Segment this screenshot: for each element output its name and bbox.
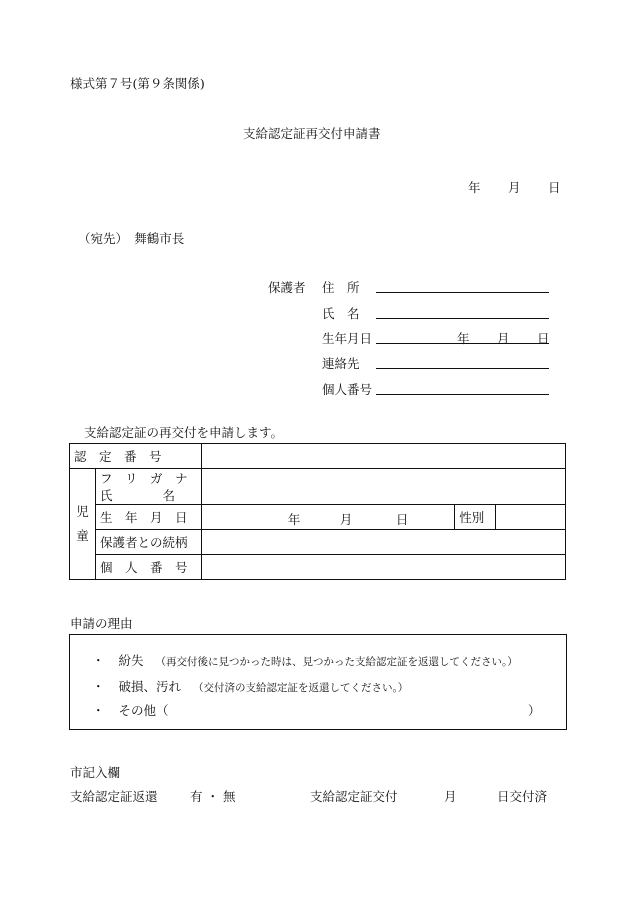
guardian-my-number-label: 個人番号 [322,382,373,397]
form-title: 支給認定証再交付申請書 [243,126,381,141]
date-month: 月 [508,180,521,195]
child-my-number-field[interactable] [201,555,565,580]
furigana-name-label [95,469,201,505]
reason-damaged-note: （交付済の支給認定証を返還してください。） [193,682,409,694]
cert-number-field[interactable] [201,444,565,469]
guardian-label: 保護者 [268,280,306,295]
form-number: 様式第７号(第９条関係) [70,76,205,91]
guardian-address-field[interactable] [376,292,549,293]
reason-heading: 申請の理由 [70,616,133,631]
relation-field[interactable] [201,530,565,555]
child-birth-field[interactable] [201,505,454,530]
date-year: 年 [468,180,481,195]
issue-label: 支給認定証交付 [310,789,398,804]
child-label [70,469,96,580]
addressee: （宛先） 舞鶴市長 [78,231,185,246]
bullet-icon: ・ [92,653,105,668]
child-birth-year: 年 [287,512,301,527]
relation-label: 保護者との続柄 [95,530,201,555]
guardian-birth-field[interactable] [376,343,549,344]
return-options[interactable]: 有 ・ 無 [190,789,236,804]
bullet-icon: ・ [92,679,105,694]
reason-item-damaged[interactable] [92,677,408,695]
child-name-label: 氏 名 [99,487,175,503]
guardian-contact-label: 連絡先 [322,356,360,371]
guardian-birth-month: 月 [497,331,510,346]
reason-item-other[interactable] [92,701,169,719]
guardian-name-field[interactable] [376,318,549,319]
child-birth-day: 日 [395,512,409,527]
child-info-table [69,443,566,580]
guardian-address-label: 住 所 [322,280,360,295]
reason-other-close: ） [528,703,541,718]
guardian-my-number-field[interactable] [376,394,549,395]
guardian-contact-field[interactable] [376,368,549,369]
child-birth-label: 生 年 月 日 [95,505,201,530]
guardian-birth-year: 年 [457,331,470,346]
child-my-number-label: 個 人 番 号 [95,555,201,580]
child-birth-month: 月 [339,512,353,527]
guardian-birth-day: 日 [537,331,550,346]
furigana-label: フ リ ガ ナ [99,470,188,486]
sex-field[interactable] [496,505,566,530]
issue-day: 日交付済 [497,789,548,804]
reason-other-label: その他（ [118,703,169,718]
cert-number-label: 認 定 番 号 [70,444,202,469]
return-label: 支給認定証返還 [70,789,158,804]
office-heading: 市記入欄 [70,765,121,780]
reason-lost-label: 紛失 [118,653,144,668]
bullet-icon: ・ [92,703,105,718]
sex-label: 性別 [455,505,496,530]
child-name-field[interactable] [201,469,565,505]
request-statement: 支給認定証の再交付を申請します。 [84,425,284,440]
child-label-2: 童 [76,528,89,543]
guardian-birth-label: 生年月日 [322,331,373,346]
child-label-1: 児 [76,504,89,519]
reason-lost-note: （再交付後に見つかった時は、見つかった支給認定証を返還してください。） [155,656,518,668]
issue-month: 月 [444,789,457,804]
reason-damaged-label: 破損、汚れ [118,679,182,694]
reason-item-lost[interactable] [92,651,518,669]
guardian-name-label: 氏 名 [322,306,360,321]
date-day: 日 [548,180,561,195]
